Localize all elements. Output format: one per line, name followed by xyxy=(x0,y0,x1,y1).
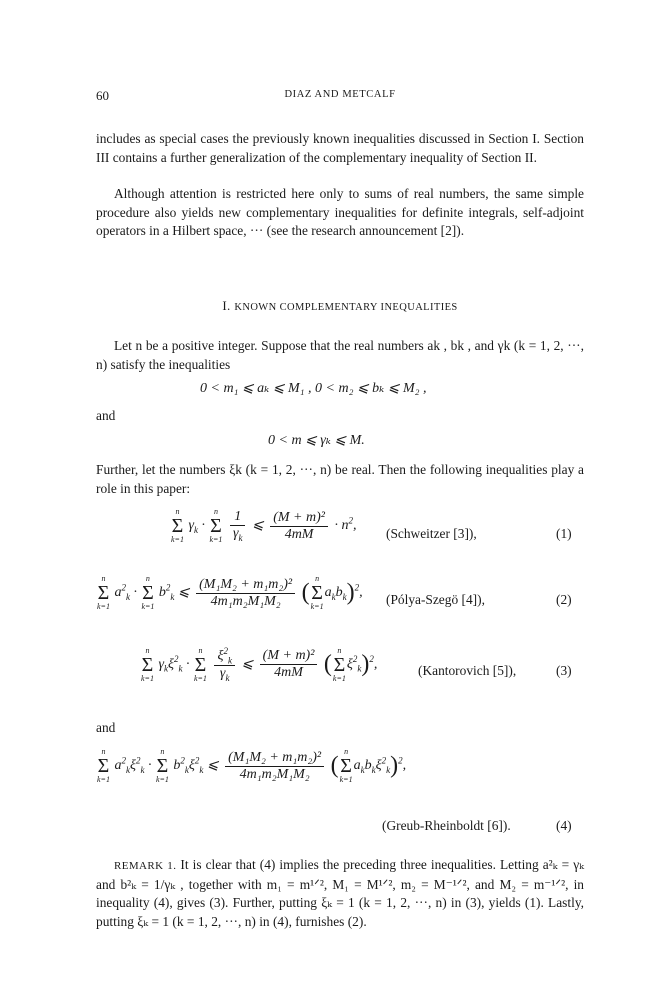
conditions-line-2: 0 < m ⩽ γₖ ⩽ M. xyxy=(268,433,365,448)
conditions-line-1: 0 < m₁ ⩽ aₖ ⩽ M₁ , 0 < m₂ ⩽ bₖ ⩽ M₂ , xyxy=(200,381,427,396)
sum-symbol: n Σ k=1 xyxy=(339,747,353,784)
rhs-numerator: (M + m)² xyxy=(260,648,318,665)
sum-symbol: n Σ k=1 xyxy=(193,645,207,683)
rhs-numerator: (M + m)² xyxy=(270,510,328,527)
equation-citation: (Pólya-Szegö [4]), xyxy=(386,592,485,607)
rhs-fraction xyxy=(225,750,324,783)
page-header xyxy=(96,88,584,106)
equation-citation: (Schweitzer [3]), xyxy=(386,526,477,541)
rhs-numerator: (M₁M₂ + m₁m₂)² xyxy=(196,577,295,594)
equation-1: n Σ k=1 $\gamma_k$ · n Σ k=1 $\frac{1}{\gamma_k}$ ⩽ $\frac{\text{(M + m)²}}{4mM}$ · $n^2$, xyxy=(171,507,357,544)
setup-paragraph: Let n be a positive integer. Suppose that the real numbers ak , bk , and γk (k = 1, 2, ···, n) satisfy the inequalities xyxy=(96,338,584,372)
equation-3: n Σ k=1 $\gamma_k\xi^2_k$ · n Σ k=1 $\frac{\xi^2_k}{\gamma_k}$ ⩽ $\frac{\text{(M + m)²}}{4mM}$ ( n Σ k=1 $\xi^2_k)^2$, xyxy=(141,645,378,684)
equation-citation: (Greub-Rheinboldt [6]). xyxy=(382,818,511,833)
running-head: DIAZ AND METCALF xyxy=(284,89,396,100)
equation-number: (2) xyxy=(556,592,572,607)
sum-symbol: n Σ k=1 xyxy=(97,747,110,784)
and-label-1: and xyxy=(96,408,116,423)
sum-symbol: n Σ k=1 xyxy=(332,645,346,683)
rhs-numerator: (M₁M₂ + m₁m₂)² xyxy=(225,750,324,767)
sum-symbol: n Σ k=1 xyxy=(97,574,110,611)
rhs-denominator: 4m₁m₂M₁M₂ xyxy=(239,766,310,782)
rhs-denominator: 4mM xyxy=(284,526,314,542)
sum-symbol: n Σ k=1 xyxy=(141,574,155,611)
section-title: KNOWN COMPLEMENTARY INEQUALITIES xyxy=(234,302,458,313)
sum-symbol: n Σ k=1 xyxy=(171,507,184,544)
rhs-fraction xyxy=(270,510,328,543)
remark-text: It is clear that (4) implies the preceding three inequalities. Letting a²ₖ = γₖ and b²ₖ = 1/γₖ , together with m₁ = m¹ᐟ², M₁ = M¹ᐟ², m₂ = M⁻¹ᐟ², and M₂ = m⁻¹ᐟ², in inequality (4), gives (3). Further, putting ξₖ = 1 (k = 1, 2, ···, n) in (3), yields (1). Lastly, putting ξₖ = 1 (k = 1, 2, ···, n) in (4), furnishes (2). xyxy=(96,857,584,929)
equation-citation: (Kantorovich [5]), xyxy=(418,663,517,678)
fraction: $\frac{\xi^2_k}{\gamma_k}$ xyxy=(214,646,235,683)
rhs-fraction xyxy=(260,648,318,681)
sum-symbol: n Σ k=1 xyxy=(310,574,324,611)
equation-number: (4) xyxy=(556,818,572,833)
section-heading xyxy=(96,298,584,314)
equation-2: n Σ k=1 $a^2_k$ · n Σ k=1 $b^2_k$ ⩽ $\frac{\text{(M₁M₂ + m₁m₂)²}}{\text{4m₁m₂M₁M₂}}$ ( n Σ k=1 $a_kb_k)^2$, xyxy=(97,574,363,611)
equation-4: n Σ k=1 $a^2_k\xi^2_k$ · n Σ k=1 $b^2_k\xi^2_k$ ⩽ $\frac{\text{(M₁M₂ + m₁m₂)²}}{\text{4m₁m₂M₁M₂}}$ ( n Σ k=1 $a_kb_k\xi^2_k)^2$, xyxy=(97,747,407,784)
sum-symbol: n Σ k=1 xyxy=(141,645,154,683)
remark-paragraph xyxy=(96,856,584,931)
fraction: $\frac{1}{\gamma_k}$ xyxy=(230,509,246,543)
intro-paragraph: includes as special cases the previously known inequalities discussed in Section I. Section III contains a further generalization of the complementary inequality of Section II. xyxy=(96,131,584,165)
sum-symbol: n Σ k=1 xyxy=(209,507,223,544)
rhs-fraction xyxy=(196,577,295,610)
rhs-denominator: 4mM xyxy=(274,665,303,681)
further-paragraph: Further, let the numbers ξk (k = 1, 2, ···, n) be real. Then the following inequalities play a role in this paper: xyxy=(96,462,584,496)
and-label-2: and xyxy=(96,720,116,735)
rhs-denominator: 4m₁m₂M₁M₂ xyxy=(210,593,281,609)
remark-label: REMARK 1. xyxy=(114,860,177,872)
equation-number: (1) xyxy=(556,526,572,541)
equation-number: (3) xyxy=(556,663,572,678)
second-paragraph: Although attention is restricted here only to sums of real numbers, the same simple procedure also yields new complementary inequalities for definite integrals, self-adjoint operators in a Hilbert space, ··· (see the research announcement [2]). xyxy=(96,186,584,238)
page-number: 60 xyxy=(96,88,109,103)
section-number: I. xyxy=(222,298,231,313)
sum-symbol: n Σ k=1 xyxy=(155,747,169,784)
